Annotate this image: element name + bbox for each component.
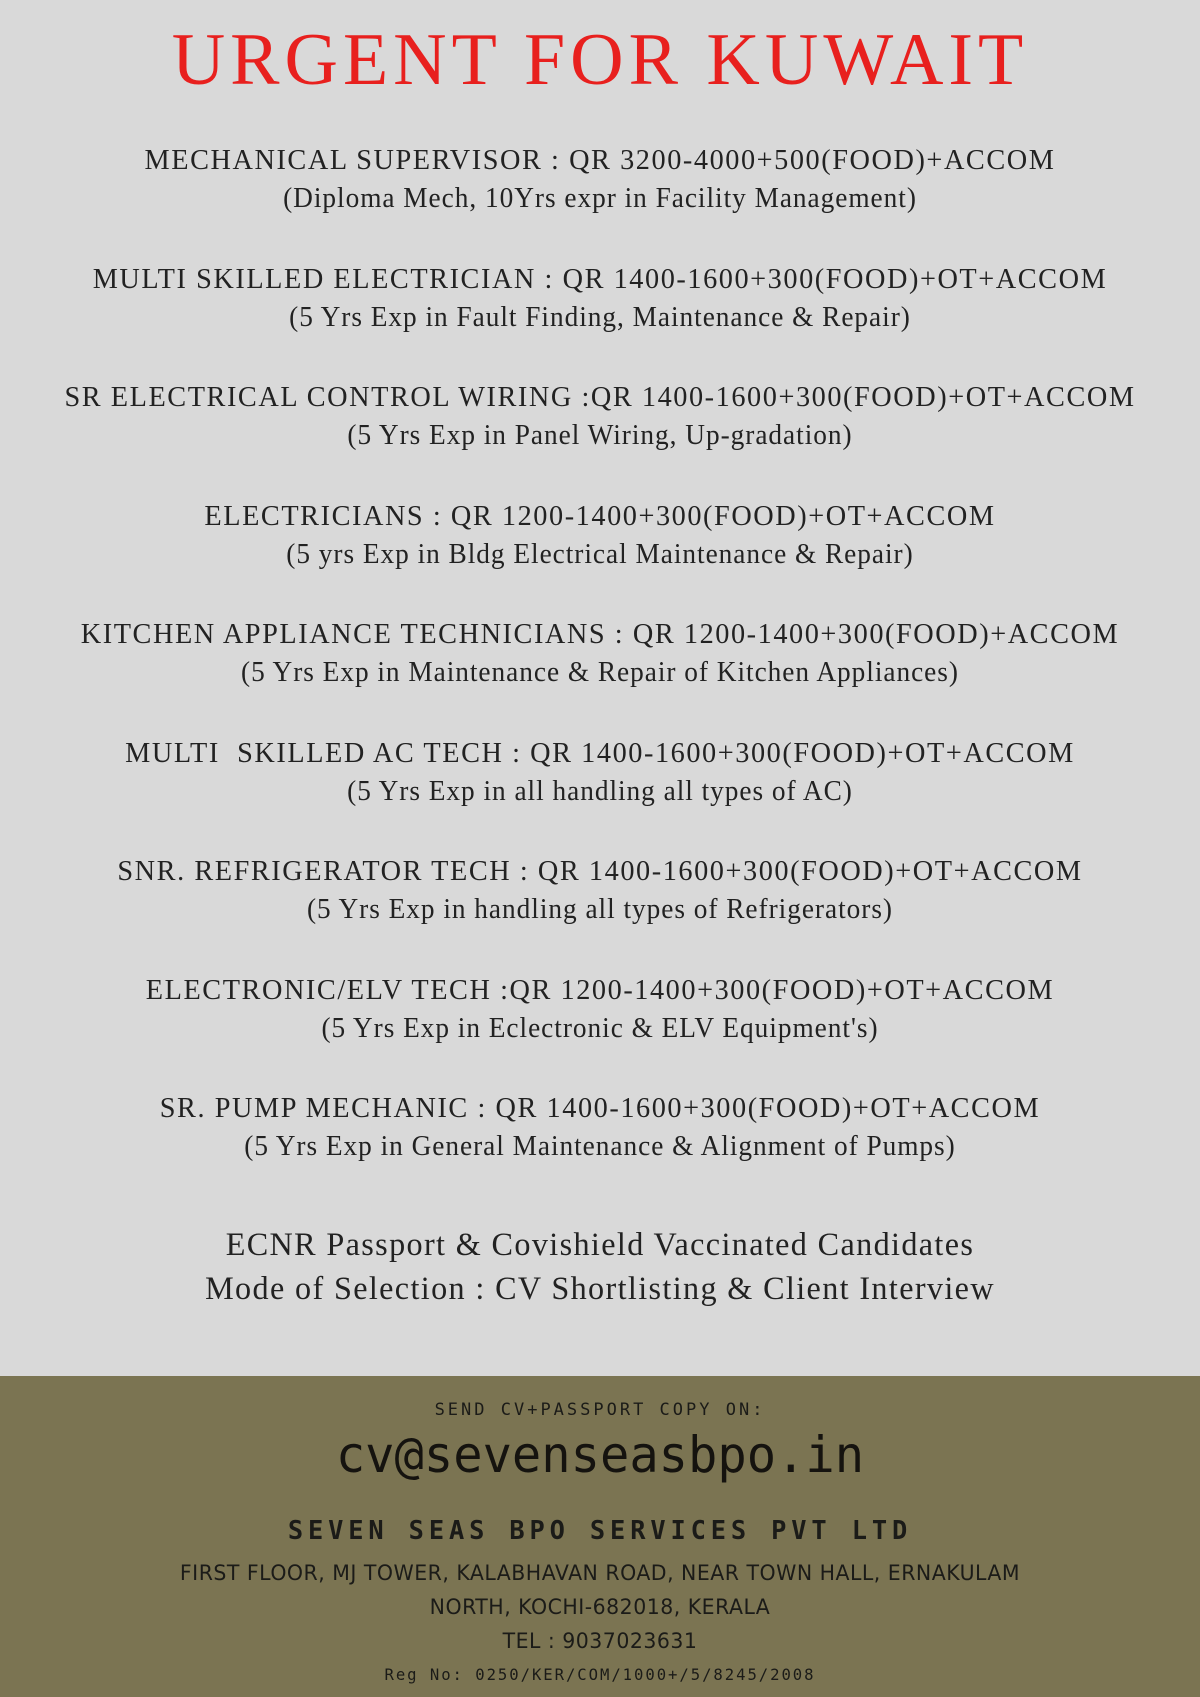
- job-item: [0, 140, 1200, 259]
- job-item: [0, 851, 1200, 970]
- requirement-selection-mode: Mode of Selection : CV Shortlisting & Client Interview: [205, 1271, 995, 1307]
- job-item: [0, 614, 1200, 733]
- job-item: [0, 733, 1200, 852]
- job-title: MECHANICAL SUPERVISOR : QR 3200-4000+500(FOOD)+ACCOM: [144, 144, 1056, 176]
- job-description: (5 Yrs Exp in General Maintenance & Alignment of Pumps): [244, 1131, 956, 1162]
- job-title: KITCHEN APPLIANCE TECHNICIANS : QR 1200-1400+300(FOOD)+ACCOM: [80, 618, 1120, 650]
- job-item: [0, 1088, 1200, 1207]
- contact-footer: [0, 1376, 1200, 1697]
- address-line-1: FIRST FLOOR, MJ TOWER, KALABHAVAN ROAD, NEAR TOWN HALL, ERNAKULAM: [179, 1561, 1021, 1585]
- contact-email[interactable]: cv@sevenseasbpo.in: [335, 1426, 865, 1484]
- job-title: MULTI SKILLED AC TECH : QR 1400-1600+300(FOOD)+OT+ACCOM: [125, 736, 1075, 769]
- requirements: [0, 1223, 1200, 1311]
- job-list: [0, 140, 1200, 1207]
- job-title: ELECTRONIC/ELV TECH :QR 1200-1400+300(FOOD)+OT+ACCOM: [145, 973, 1055, 1006]
- job-description: (5 Yrs Exp in handling all types of Refrigerators): [306, 894, 894, 925]
- job-item: [0, 970, 1200, 1089]
- job-description: (5 Yrs Exp in Panel Wiring, Up-gradation): [347, 420, 853, 451]
- job-description: (Diploma Mech, 10Yrs expr in Facility Management): [283, 183, 917, 214]
- job-description: (5 yrs Exp in Bldg Electrical Maintenance & Repair): [286, 538, 914, 570]
- job-description: (5 Yrs Exp in all handling all types of AC): [347, 775, 853, 807]
- send-cv-label: SEND CV+PASSPORT COPY ON:: [434, 1400, 766, 1420]
- job-item: [0, 377, 1200, 496]
- telephone[interactable]: TEL : 9037023631: [502, 1629, 698, 1653]
- job-title: SNR. REFRIGERATOR TECH : QR 1400-1600+300(FOOD)+OT+ACCOM: [117, 855, 1083, 887]
- job-title: SR. PUMP MECHANIC : QR 1400-1600+300(FOOD)+OT+ACCOM: [159, 1092, 1041, 1124]
- headline: URGENT FOR KUWAIT: [171, 19, 1029, 101]
- address-line-2: NORTH, KOCHI-682018, KERALA: [429, 1595, 771, 1619]
- job-item: [0, 496, 1200, 615]
- job-description: (5 Yrs Exp in Fault Finding, Maintenance & Repair): [289, 301, 911, 333]
- job-title: ELECTRICIANS : QR 1200-1400+300(FOOD)+OT+ACCOM: [204, 499, 996, 532]
- job-title: SR ELECTRICAL CONTROL WIRING :QR 1400-1600+300(FOOD)+OT+ACCOM: [64, 381, 1136, 413]
- job-title: MULTI SKILLED ELECTRICIAN : QR 1400-1600+300(FOOD)+OT+ACCOM: [92, 262, 1108, 295]
- job-item: [0, 259, 1200, 378]
- job-description: (5 Yrs Exp in Eclectronic & ELV Equipment's): [321, 1012, 879, 1044]
- requirement-passport: ECNR Passport & Covishield Vaccinated Candidates: [225, 1227, 975, 1263]
- registration-number: Reg No: 0250/KER/COM/1000+/5/8245/2008: [384, 1665, 816, 1684]
- company-name: SEVEN SEAS BPO SERVICES PVT LTD: [287, 1516, 913, 1546]
- job-description: (5 Yrs Exp in Maintenance & Repair of Kitchen Appliances): [241, 657, 959, 688]
